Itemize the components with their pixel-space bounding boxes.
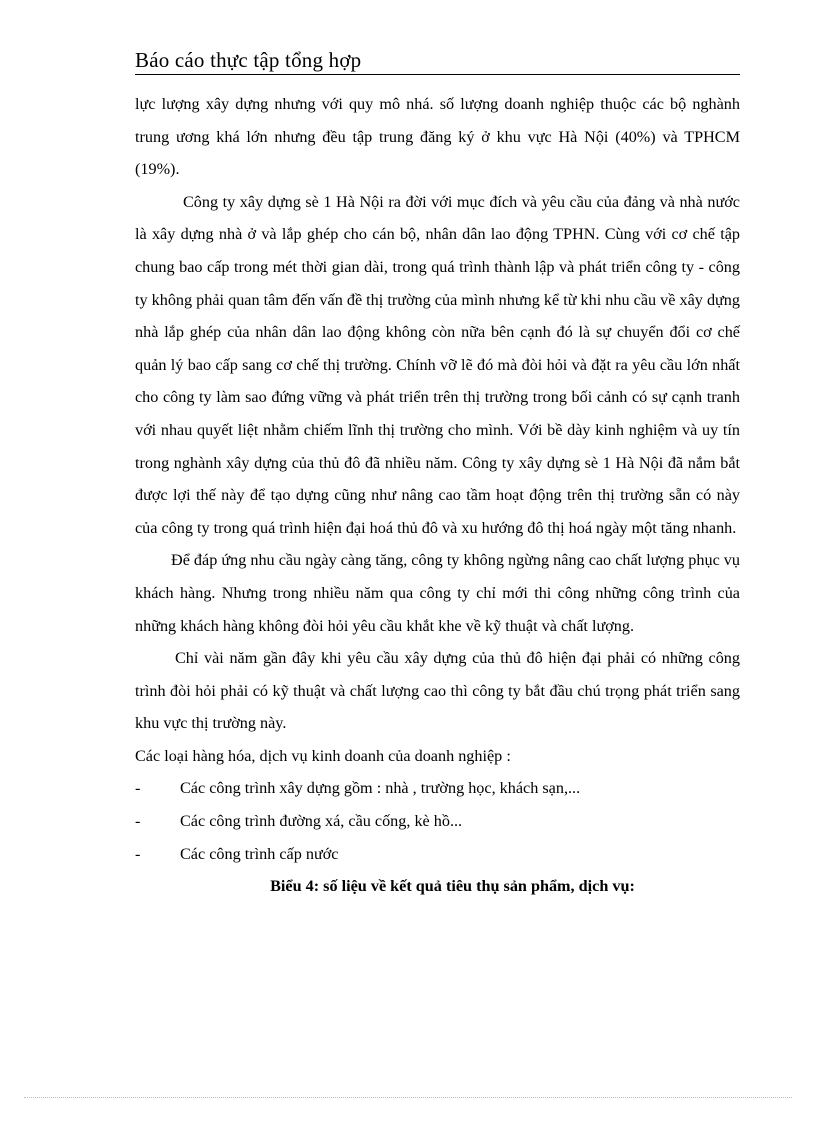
paragraph-1: lực lượng xây dựng nhưng với quy mô nhá. số lượng doanh nghiệp thuộc các bộ nghành trung ương khá lớn nhưng đều tập trung đăng ký ở khu vực Hà Nội (40%) và TPHCM (19%). bbox=[135, 95, 740, 179]
list-item-text: Các công trình cấp nước bbox=[180, 844, 339, 863]
list-item bbox=[135, 805, 740, 838]
footer-divider bbox=[24, 1097, 792, 1098]
list-intro: Các loại hàng hóa, dịch vụ kinh doanh của doanh nghiệp : bbox=[135, 746, 511, 765]
header-title: Báo cáo thực tập tổng hợp bbox=[135, 48, 362, 72]
list-dash: - bbox=[135, 779, 141, 798]
list-item bbox=[135, 772, 740, 805]
paragraph-4: Chỉ vài năm gần đây khi yêu cầu xây dựng của thủ đô hiện đại phải có những công trình đòi hỏi phải có kỹ thuật và chất lượng cao thì công ty bắt đầu chú trọng phát triển sang khu vực thị trường này. bbox=[135, 649, 740, 733]
list-item-text: Các công trình đường xá, cầu cống, kè hồ... bbox=[180, 812, 463, 831]
list-item bbox=[135, 838, 740, 871]
list-dash: - bbox=[135, 812, 141, 831]
page-header bbox=[135, 48, 740, 75]
list-item-text: Các công trình xây dựng gồm : nhà , trường học, khách sạn,... bbox=[180, 779, 581, 798]
document-body bbox=[135, 88, 740, 903]
table-caption: Biểu 4: số liệu về kết quả tiêu thụ sản phẩm, dịch vụ: bbox=[270, 877, 635, 896]
list-dash: - bbox=[135, 844, 141, 863]
paragraph-2: Công ty xây dựng sè 1 Hà Nội ra đời với mục đích và yêu cầu của đảng và nhà nước là xây dựng nhà ở và lắp ghép cho cán bộ, nhân dân lao động TPHN. Cùng với cơ chế tập chung bao cấp trong mét thời gian dài, trong quá trình thành lập và phát triển công ty - công ty không phải quan tâm đến vấn đề thị trường của mình nhưng kể từ khi nhu cầu về xây dựng nhà lắp ghép của nhân dân lao động không còn nữa bên cạnh đó là sự chuyển đổi cơ chế quản lý bao cấp sang cơ chế thị trường. Chính vỡ lẽ đó mà đòi hỏi và đặt ra yêu cầu lớn nhất cho công ty làm sao đứng vững và phát triển trên thị trường trong bối cảnh có sự cạnh tranh với nhau quyết liệt nhằm chiếm lĩnh thị trường cho mình. Với bề dày kinh nghiệm và uy tín trong nghành xây dựng của thủ đô đã nhiều năm. Công ty xây dựng sè 1 Hà Nội đã nắm bắt được lợi thế này để tạo dựng cũng như nâng cao tầm hoạt động trên thị trường sẵn có này của công ty trong quá trình hiện đại hoá thủ đô và xu hướng đô thị hoá ngày một tăng nhanh. bbox=[135, 192, 740, 537]
paragraph-3: Để đáp ứng nhu cầu ngày càng tăng, công ty không ngừng nâng cao chất lượng phục vụ khách hàng. Nhưng trong nhiều năm qua công ty chỉ mới thi công những công trình của những khách hàng không đòi hỏi yêu cầu khắt khe về kỹ thuật và chất lượng. bbox=[135, 551, 740, 635]
